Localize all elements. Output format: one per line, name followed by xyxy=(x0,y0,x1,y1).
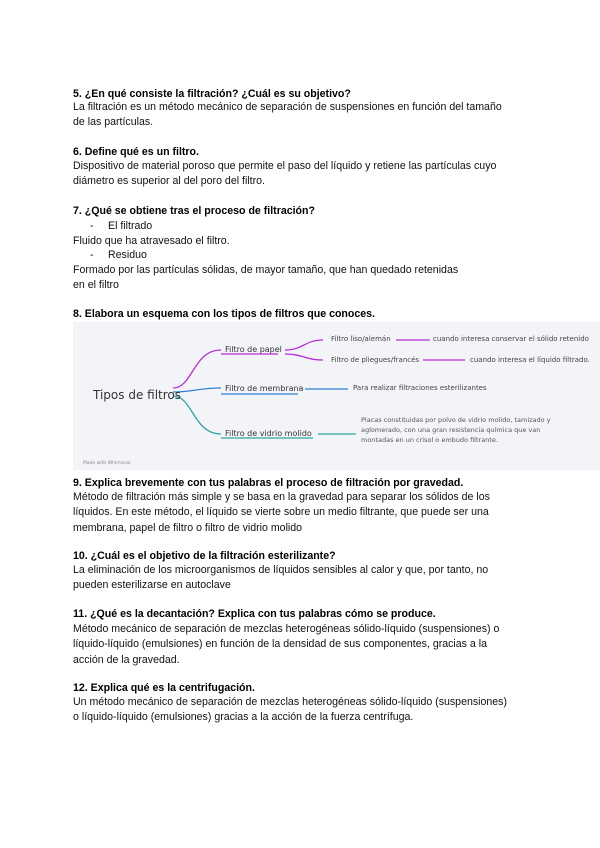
answer-line: diámetro es superior al del poro del filtro. xyxy=(73,175,265,188)
answer-line: líquido-líquido (emulsiones) en función de la densidad de sus componentes, gracias a la xyxy=(73,638,487,651)
mindmap-root: Tipos de filtros xyxy=(93,388,181,402)
node-filtro-membrana: Filtro de membrana xyxy=(225,384,304,393)
whimsical-watermark: Made with Whimsical xyxy=(83,461,131,466)
note-filtro-pliegues: cuando interesa el líquido filtrado. xyxy=(470,356,590,364)
question-5-title: 5. ¿En qué consiste la filtración? ¿Cuál es su objetivo? xyxy=(73,88,351,100)
question-9-answer xyxy=(73,490,533,536)
question-11-answer xyxy=(73,622,533,668)
answer-line: Fluido que ha atravesado el filtro. xyxy=(73,235,230,247)
question-12-answer xyxy=(73,695,533,726)
note-filtro-vidrio: Placas constituidas por polvo de vidrio molido, tamizado y aglomerado, con una gran resistencia química que van montadas en un crisol o embudo filtrante. xyxy=(361,416,551,444)
filter-types-mindmap xyxy=(73,322,600,470)
answer-line: Dispositivo de material poroso que permite el paso del líquido y retiene las partículas cuyo xyxy=(73,160,497,172)
node-filtro-vidrio: Filtro de vidrio molido xyxy=(225,429,312,438)
question-6-title: 6. Define qué es un filtro. xyxy=(73,146,199,158)
bullet-label: El filtrado xyxy=(108,220,153,232)
answer-line: Método de filtración más simple y se basa en la gravedad para separar los sólidos de los xyxy=(73,491,490,503)
connector-papel xyxy=(173,350,221,388)
question-6-answer xyxy=(73,159,533,190)
answer-line: acción de la gravedad. xyxy=(73,653,180,666)
question-7-title: 7. ¿Qué se obtiene tras el proceso de filtración? xyxy=(73,205,315,217)
bullet-label: Residuo xyxy=(108,249,147,261)
answer-line: Un método mecánico de separación de mezclas heterogéneas sólido-líquido (suspensiones) xyxy=(73,696,508,708)
connector-papel-pliegues xyxy=(285,354,323,360)
answer-line: La eliminación de los microorganismos de líquidos sensibles al calor y que, por tanto, no xyxy=(73,564,489,576)
answer-line: pueden esterilizarse en autoclave xyxy=(73,579,231,592)
answer-line: o líquido-líquido (emulsiones) gracias a la acción de la fuerza centrífuga. xyxy=(73,711,414,724)
answer-line: membrana, papel de filtro o filtro de vidrio molido xyxy=(73,521,303,534)
node-filtro-pliegues: Filtro de pliegues/francés xyxy=(331,356,420,364)
note-filtro-liso: cuando interesa conservar el sólido retenido xyxy=(433,335,589,343)
question-11-title: 11. ¿Qué es la decantación? Explica con tus palabras cómo se produce. xyxy=(73,608,436,620)
question-10-title: 10. ¿Cuál es el objetivo de la filtración esterilizante? xyxy=(73,550,336,562)
question-10-answer xyxy=(73,563,533,594)
answer-line: Formado por las partículas sólidas, de mayor tamaño, que han quedado retenidas xyxy=(73,264,459,276)
question-7-text-2 xyxy=(73,263,533,294)
bullet-filtrado: - El filtrado xyxy=(90,220,153,232)
answer-line: en el filtro xyxy=(73,279,119,292)
note-filtro-membrana: Para realizar filtraciones esterilizantes xyxy=(353,384,487,392)
answer-line: líquidos. En este método, el líquido se vierte sobre un medio filtrante, que puede ser una xyxy=(73,506,489,519)
question-9-title: 9. Explica brevemente con tus palabras el proceso de filtración por gravedad. xyxy=(73,477,464,489)
question-12-title: 12. Explica qué es la centrifugación. xyxy=(73,682,255,694)
node-filtro-papel: Filtro de papel xyxy=(225,345,282,354)
answer-line: de las partículas. xyxy=(73,116,154,129)
question-7-text-1 xyxy=(73,234,533,249)
node-filtro-liso: Filtro liso/alemán xyxy=(331,335,391,343)
answer-line: La filtración es un método mecánico de separación de suspensiones en función del tamaño xyxy=(73,101,502,113)
connector-papel-liso xyxy=(285,340,323,350)
question-8-title: 8. Elabora un esquema con los tipos de filtros que conoces. xyxy=(73,308,375,320)
question-5-answer xyxy=(73,100,533,131)
bullet-residuo: - Residuo xyxy=(90,249,147,261)
answer-line: Método mecánico de separación de mezclas heterogéneas sólido-líquido (suspensiones) o xyxy=(73,623,500,635)
